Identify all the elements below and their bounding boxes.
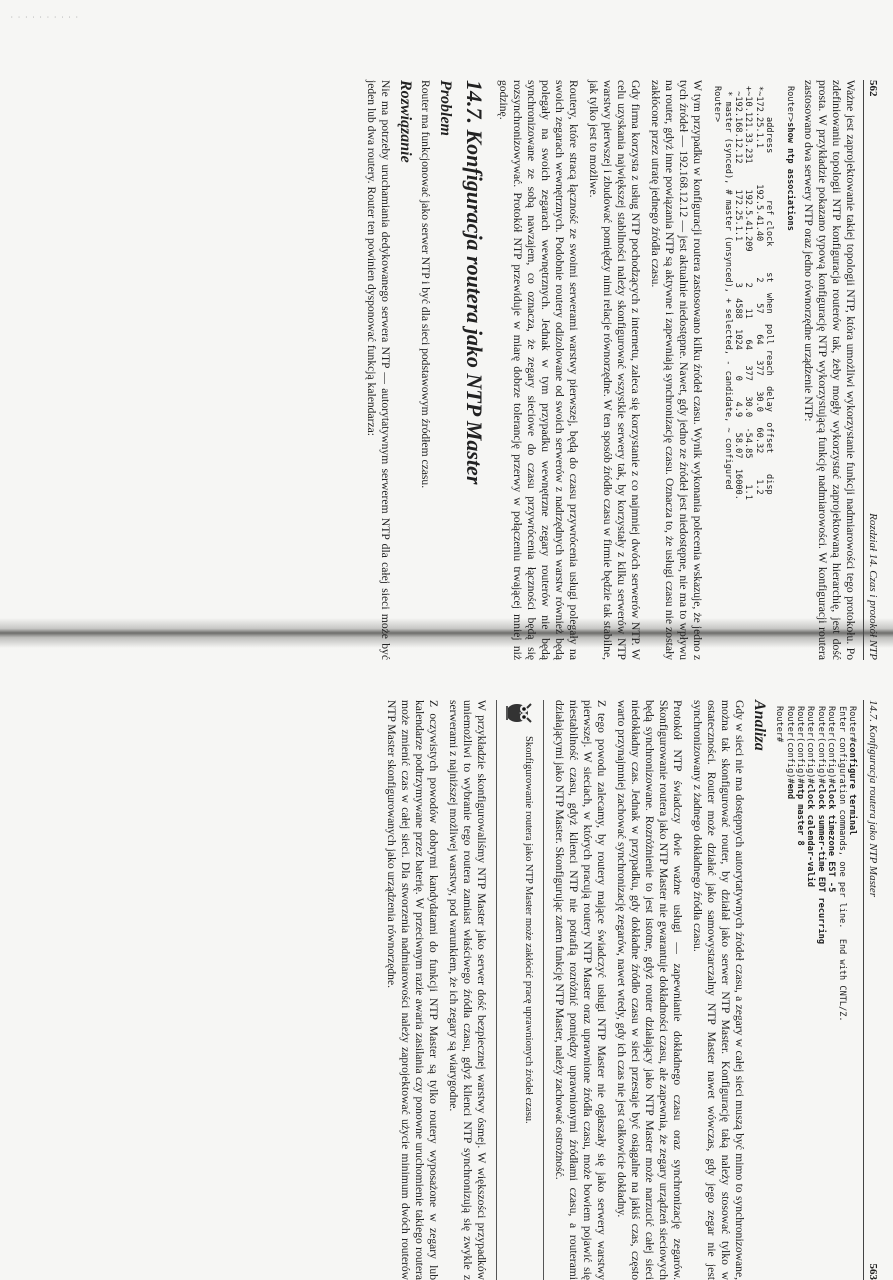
page-header (863, 80, 880, 660)
solution-heading: Rozwiązanie (398, 80, 412, 660)
divider (543, 700, 544, 1280)
paragraph: Routery, które stracą łączność ze swoimi serwerami warstwy pierwszej, będą do czasu przywrócenia usługi polegały na swoich zegarach wewnętrznych. Podobnie routery odizolowane od swoich serwerów z nadrzędnych warstw również będą polegały na swoich zegarach wewnętrznych. Jednak w tym przypadku wewnętrzne zegary routerów nie będą synchronizowane ze sobą nawzajem, co oznacza, że zegary sieciowe do czasu przywrócenia łączności będą się rozsynchronizowywać. Protokół NTP przewiduje w miarę dobrze tolerancję przerwy w połączeniu trwającej mniej niż godzinę. (496, 80, 580, 660)
running-head: Rozdział 14. Czas i protokół NTP (866, 513, 880, 660)
scan-artifact: · · · · · · · · · · (10, 14, 79, 21)
code-command: clock summer-time EDT recurring (816, 784, 826, 944)
paragraph: W przykładzie skonfigurowaliśmy NTP Master jako serwer dość bezpiecznej warstwy ósmej. W większości przypadków uniemożliwi to wybranie tego routera zamiast właściwego źródła czasu, gdyż klienci NTP synchronizują się zwykle z serwerami z najniższej możliwej warstwy, pod warunkiem, że ich zegary są wiarygodne. (446, 700, 488, 1280)
code-line: +~10.121.33.231 192.5.41.209 2 11 64 377 30.0 -54.85 1.1 (743, 86, 753, 660)
warning-note (505, 700, 535, 1280)
code-line (785, 86, 795, 660)
code-prompt: Router> (785, 86, 795, 122)
code-command: configure terminal (847, 742, 857, 835)
code-line: ~192.168.12.12 172.25.1.1 3 4588 1024 0 4.9 58.07 16000. (733, 86, 743, 660)
paragraph: Nie ma potrzeby uruchamiania dedykowanego serwera NTP — autorytatywnym serwerem NTP dla całej sieci może być jeden lub dwa routery. Router ten powinien dysponować funkcją kalendarza: (364, 80, 392, 660)
code-prompt: Router# (847, 706, 857, 742)
paragraph: Protokół NTP świadczy dwie ważne usługi — zapewnianie dokładnego czasu oraz synchronizację zegarów. Skonfigurowanie routera jako NTP Master nie gwarantuje dokładności czasu, ale zapewnia, że zegary urządzeń sieciowych będą synchronizowane. Rozróżnienie to jest istotne, gdyż router działający jako NTP Master może narzucić całej sieci niedokładny czas. Jednak w przypadku, gdy dokładne źródło czasu w sieci przestaje być osiągalne na jakiś czas, często warto przynajmniej zachować synchronizację zegarów, nawet wtedy, gdy ich czas nie jest całkowicie dokładny. (614, 700, 684, 1280)
paragraph: Z oczywistych powodów dobrymi kandydatami do funkcji NTP Master są tylko routery wyposażone w zegary lub kalendarze podtrzymywane przez baterię. W przeciwnym razie awaria zasilania czy ponowne uruchomienie takiego routera może zmienić czas w całej sieci. Dla stworzenia nadmiarowości należy zaprojektować użycie minimum dwóch routerów NTP Master skonfigurowanych jako urządzenia równorzędne. (384, 700, 440, 1280)
note-text: Skonfigurowanie routera jako NTP Master może zakłócić pracę uprawnionych źródeł czasu. (522, 736, 535, 1124)
paragraph: Router ma funkcjonować jako serwer NTP i być dla sieci podstawowym źródłem czasu. (418, 80, 432, 660)
code-line: Enter configuration commands, one per line. End with CNTL/Z. (836, 706, 846, 1280)
code-prompt: Router(config)# (826, 706, 836, 784)
paragraph: Ważne jest zaprojektowanie takiej topologii NTP, która umożliwi wykorzystanie funkcji nadmiarowości tego protokołu. Po zdefiniowaniu topologii NTP konfiguracja routerów tak, żeby mogły wykorzystać zaprojektowaną hierarchię, jest dość prosta. W przykładzie pokazano typową konfigurację NTP wykorzystującą funkcję nadmiarowości. W konfiguracji routera zastosowano dwa serwery NTP oraz jedno równorzędne urządzenie NTP: (801, 80, 857, 660)
section-title: 14.7. Konfiguracja routera jako NTP Master (462, 80, 486, 660)
owl-icon (505, 700, 535, 726)
code-prompt: Router(config)# (816, 706, 826, 784)
paragraph: W tym przypadku w konfiguracji routera zastosowano kilku źródeł czasu. Wynik wykonania polecenia wskazuje, że jedno z tych źródeł — 192.168.12.12 — jest aktualnie niedostępne. Nawet, gdy jedno ze źródeł jest niedostępne, nie ma to wpływu na router, gdyż inne powiązania NTP są aktywne i zapewniają synchronizację czasu. Oznacza to, że usługi czasu nie zostały zakłócone przez utratę jednego źródła czasu. (648, 80, 704, 660)
code-command: clock timezone EST -5 (826, 784, 836, 893)
code-command: clock calendar-valid (805, 784, 815, 887)
code-line (774, 86, 784, 660)
page-562 (358, 80, 880, 660)
page-number: 563 (866, 1264, 880, 1280)
analysis-heading: Analiza (752, 700, 766, 1280)
code-block (774, 706, 857, 1280)
code-line (847, 706, 857, 1280)
problem-heading: Problem (438, 80, 452, 660)
code-line (826, 706, 836, 1280)
code-line: *~172.25.1.1 192.5.41.40 2 57 64 377 30.0 60.32 1.2 (753, 86, 763, 660)
divider (496, 700, 497, 1280)
code-prompt: Router(config)# (805, 706, 815, 784)
code-prompt: Router(config)# (785, 706, 795, 784)
code-command: show ntp associations (785, 122, 795, 231)
page-number: 562 (866, 80, 880, 97)
page-header (863, 700, 880, 1280)
code-command: ntp master 8 (795, 784, 805, 846)
code-line (815, 706, 825, 1280)
paragraph: Z tego powodu zalecamy, by routery mające świadczyć usługi NTP Master nie ogłaszały się jako serwery warstwy pierwszej. W sieciach, w których pracują routery NTP Master oraz uprawnione źródła czasu, może bowiem pojawić się niestabilność czasu, gdyż klienci NTP nie potrafią rozróżnić pomiędzy uprawnionymi źródłami czasu, a routerami działającymi jako NTP Master. Skonfigurując zatem funkcję NTP Master, należy zachować ostrożność. (552, 700, 608, 1280)
code-line: Router> (712, 86, 722, 660)
code-command: end (785, 784, 795, 800)
code-line: address ref clock st when poll reach delay offset disp (764, 86, 774, 660)
code-line: Router# (774, 706, 784, 1280)
code-line (795, 706, 805, 1280)
code-block (712, 86, 795, 660)
code-line (805, 706, 815, 1280)
code-line: * master (synced), # master (unsynced), + selected, - candidate, ~ configured (722, 86, 732, 660)
code-prompt: Router(config)# (795, 706, 805, 784)
page-563 (378, 700, 880, 1280)
code-line (784, 706, 794, 1280)
paragraph: Gdy w sieci nie ma dostępnych autorytatywnych źródeł czasu, a zegary w całej sieci muszą być mimo to synchronizowane, można tak skonfigurować router, by działał jako serwer NTP Master. Konfigurację taką należy stosować tylko w ostateczności. Router może działać jako samowystarczalny NTP Master nawet wówczas, gdy jego zegar nie jest synchronizowany z żadnego dokładnego źródła czasu. (690, 700, 746, 1280)
running-head: 14.7. Konfiguracja routera jako NTP Master (866, 700, 880, 897)
paragraph: Gdy firma korzysta z usług NTP pochodzących z internetu, zaleca się korzystanie z co najmniej dwóch serwerów NTP. W celu uzyskania największej stabilności należy skonfigurować wszystkie serwery tak, by korzystały z kilku serwerów NTP warstwy pierwszej i zbudować pomiędzy nimi relacje równorzędne. W ten sposób źródło czasu w firmie będzie tak stabilne, jak tylko jest to możliwe. (586, 80, 642, 660)
